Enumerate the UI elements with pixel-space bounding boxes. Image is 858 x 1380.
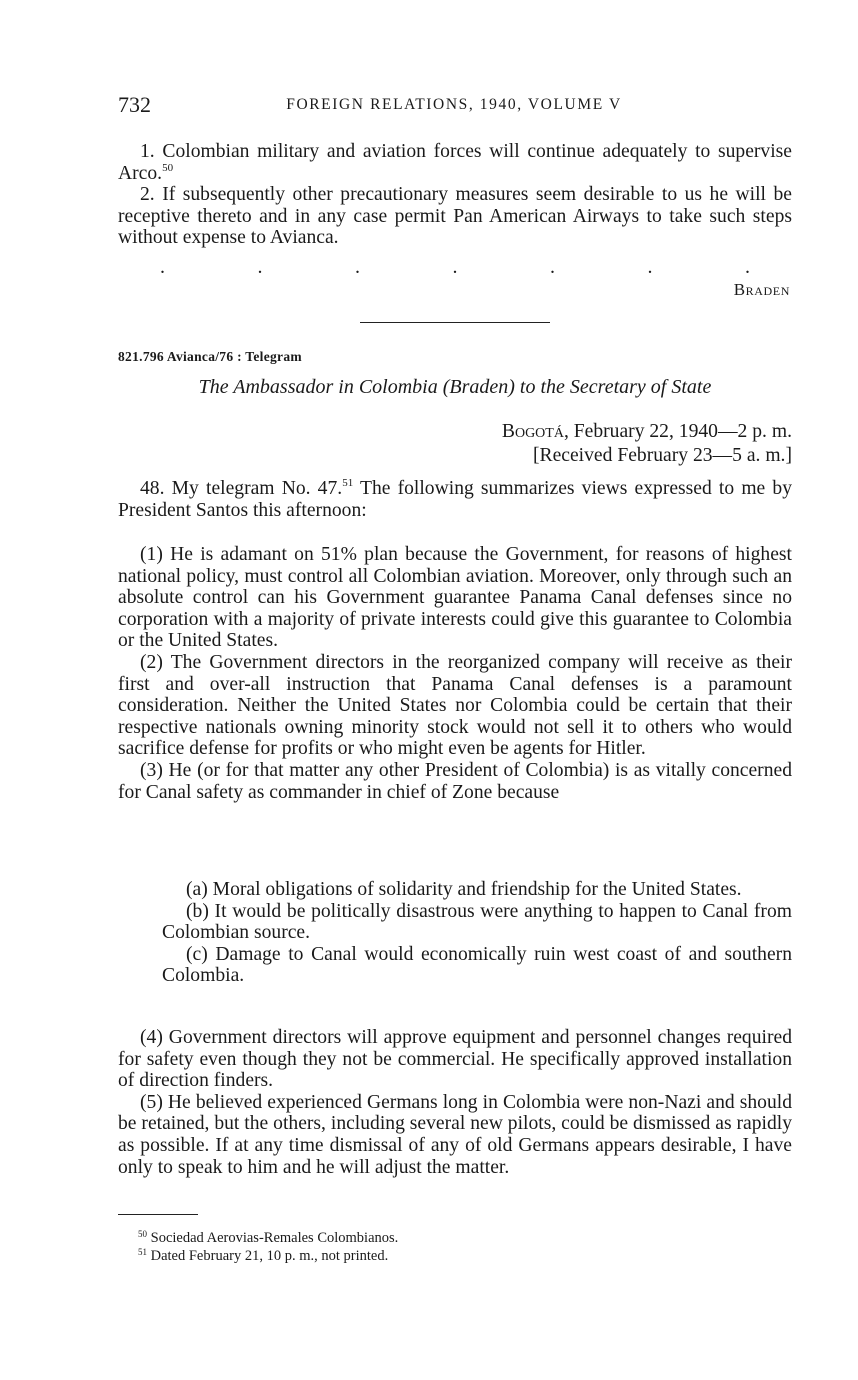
- date-received: [Received February 23—5 a. m.]: [533, 445, 792, 466]
- file-reference: 821.796 Avianca/76 : Telegram: [118, 349, 302, 364]
- ellipsis-dot: .: [647, 256, 653, 278]
- telegram-opening: [118, 478, 792, 521]
- point-1: (1) He is adamant on 51% plan because the Government, for reasons of highest national policy, must control all Colombian aviation. Moreover, only through such an absolute control can his Government guarantee Panama Canal defenses since no corporation with a majority of private interests could give this guarantee to Colombia or the United States.: [118, 544, 792, 652]
- ellipsis-dot: .: [257, 256, 263, 278]
- running-title: FOREIGN RELATIONS, 1940, VOLUME V: [286, 96, 622, 113]
- footnote-ref-50: 50: [162, 161, 174, 174]
- signature: Braden: [733, 280, 790, 299]
- ellipsis-dot: .: [452, 256, 458, 278]
- place: Bogotá,: [501, 421, 569, 442]
- telegram-points-1-3: [118, 544, 792, 803]
- footnote-divider: [118, 1214, 198, 1215]
- point-4: (4) Government directors will approve equipment and personnel changes required for safety even though they not be commercial. He specifically approved installation of direction finders.: [118, 1027, 792, 1092]
- footnote-51: $^{51}$ Dated February 21, 10 p. m., not printed.: [138, 1247, 389, 1264]
- dateline: [502, 420, 792, 468]
- prior-item-2: 2. If subsequently other precautionary measures seem desirable to us he will be receptive thereto and in any case permit Pan American Airways to take such steps without expense to Avianca.: [118, 184, 792, 249]
- footnotes: [138, 1229, 398, 1265]
- prior-document-text: [118, 141, 792, 249]
- footnote-50: $^{50}$ Sociedad Aerovias-Remales Colombianos.: [138, 1229, 399, 1246]
- sub-point-c: (c) Damage to Canal would economically ruin west coast of and southern Colombia.: [162, 943, 792, 987]
- sub-point-b: (b) It would be politically disastrous were anything to happen to Canal from Colombian source.: [162, 900, 792, 944]
- point-3: (3) He (or for that matter any other President of Colombia) is as vitally concerned for Canal safety as commander in chief of Zone because: [118, 759, 792, 803]
- ellipsis-dot: .: [550, 256, 555, 278]
- ellipsis-dot: .: [355, 256, 360, 278]
- point-5: (5) He believed experienced Germans long in Colombia were non-Nazi and should be retained, but the others, including several new pilots, could be dismissed as rapidly as possible. If at any time dismissal of any of old Germans appears desirable, I have only to speak to him and he will adjust the matter.: [118, 1091, 792, 1178]
- point-2: (2) The Government directors in the reorganized company will receive as their first and over-all instruction that Panama Canal defenses is a paramount consideration. Neither the United States nor Colombia could be certain that their respective nationals owning minority stock would not sell it to others who would sacrifice defense for profits or who might even be agents for Hitler.: [118, 651, 792, 760]
- sub-points: [162, 879, 792, 987]
- footnote-ref-51: 51: [342, 477, 354, 489]
- sub-point-a: (a) Moral obligations of solidarity and friendship for the United States.: [186, 879, 742, 900]
- page-header: [118, 92, 790, 122]
- ellipsis-dot: .: [745, 256, 750, 278]
- prior-item-1: 1. Colombian military and aviation forces will continue adequately to supervise Arco.$^{50}$: [118, 141, 792, 184]
- ellipsis-dot: .: [160, 256, 165, 278]
- page-number: 732: [118, 92, 151, 117]
- date-sent: Bogotá, February 22, 1940—2 p. m.: [501, 421, 792, 442]
- ellipsis-row: [160, 256, 750, 279]
- section-divider: [360, 322, 550, 323]
- telegram-points-4-5: [118, 1027, 792, 1178]
- document-title: The Ambassador in Colombia (Braden) to the Secretary of State: [198, 376, 712, 398]
- opening-paragraph: 48. My telegram No. 47.51 The following summarizes views expressed to me by President Santos this afternoon:: [118, 477, 792, 521]
